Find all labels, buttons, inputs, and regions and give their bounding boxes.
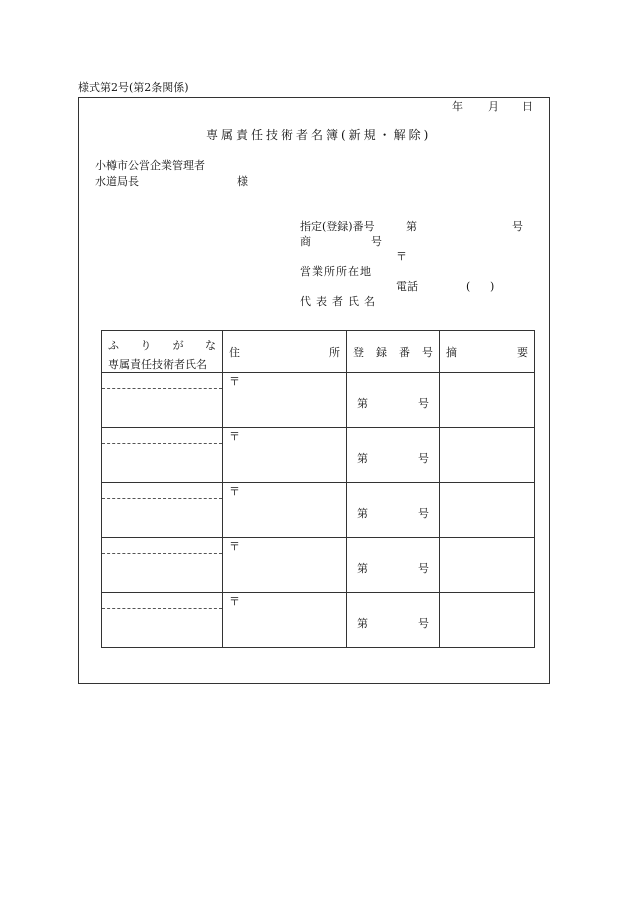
representative-name-label: 代表者氏名 (300, 295, 380, 308)
header-name: 専属責任技術者氏名 (108, 358, 207, 371)
addressee-honorific: 様 (237, 175, 248, 188)
table-row (102, 593, 535, 648)
remarks-cell (440, 428, 535, 483)
table-row (102, 373, 535, 428)
date-month: 月 (488, 100, 499, 113)
trade-name-label (300, 236, 382, 247)
reg-no-dai: 第 (357, 397, 368, 410)
remarks-cell (440, 593, 535, 648)
remarks-cell (440, 483, 535, 538)
reg-no-cell (347, 428, 440, 483)
form-label: 様式第2号(第2条関係) (78, 81, 189, 94)
header-remarks-char: 摘 (446, 346, 457, 359)
reg-no-dai: 第 (357, 507, 368, 520)
header-furigana-char: な (204, 339, 216, 352)
reg-no-cell (347, 538, 440, 593)
furigana-divider (102, 553, 222, 554)
address-cell (223, 538, 347, 593)
remarks-cell (440, 373, 535, 428)
header-reg-no-char: 録 (376, 346, 387, 359)
header-remarks-char: 要 (517, 346, 528, 359)
phone-paren-open: ( (466, 280, 471, 293)
postal-mark: 〒 (229, 430, 240, 443)
address-cell (223, 593, 347, 648)
header-name-cell (102, 331, 223, 373)
office-address-label: 営業所所在地 (300, 265, 372, 278)
postal-mark: 〒 (396, 250, 407, 263)
name-cell (102, 373, 223, 428)
postal-mark: 〒 (229, 540, 240, 553)
furigana-divider (102, 388, 222, 389)
addressee-line1: 小樽市公営企業管理者 (95, 159, 205, 172)
furigana-divider (102, 498, 222, 499)
header-address-cell (223, 331, 347, 373)
address-cell (223, 428, 347, 483)
table-row (102, 538, 535, 593)
reg-no-cell (347, 483, 440, 538)
address-cell (223, 483, 347, 538)
table-row (102, 428, 535, 483)
header-furigana-char: ふ (108, 339, 119, 352)
reg-no-go: 号 (418, 397, 429, 410)
header-reg-no-char: 番 (399, 346, 410, 359)
table-row (102, 483, 535, 538)
reg-no-dai: 第 (357, 562, 368, 575)
reg-no-go: 号 (418, 507, 429, 520)
header-reg-no-cell (347, 331, 440, 373)
address-cell (223, 373, 347, 428)
table-header-row (102, 331, 535, 373)
header-address-char: 住 (229, 346, 240, 359)
date-year: 年 (452, 100, 463, 113)
reg-no-go: 号 (418, 452, 429, 465)
header-furigana-char: が (172, 339, 184, 352)
reg-no-cell (347, 593, 440, 648)
header-furigana-char: り (140, 339, 152, 352)
header-reg-no-char: 号 (422, 346, 433, 359)
name-cell (102, 593, 223, 648)
designation-number-label: 指定(登録)番号 (300, 220, 375, 233)
reg-no-dai: 第 (357, 452, 368, 465)
postal-mark: 〒 (229, 375, 240, 388)
name-cell (102, 538, 223, 593)
reg-no-go: 号 (418, 562, 429, 575)
furigana-divider (102, 443, 222, 444)
reg-no-cell (347, 373, 440, 428)
furigana-divider (102, 608, 222, 609)
designation-number-go: 号 (512, 220, 523, 233)
reg-no-dai: 第 (357, 617, 368, 630)
document-title: 専属責任技術者名簿(新規・解除) (206, 128, 432, 142)
remarks-cell (440, 538, 535, 593)
name-cell (102, 428, 223, 483)
date-day: 日 (522, 100, 533, 113)
trade-name-char: 商 (300, 235, 311, 248)
header-reg-no-char: 登 (353, 346, 364, 359)
technician-roster-table (101, 330, 535, 648)
header-remarks-cell (440, 331, 535, 373)
postal-mark: 〒 (229, 485, 240, 498)
reg-no-go: 号 (418, 617, 429, 630)
phone-label: 電話 (396, 280, 418, 293)
phone-paren-close: ) (490, 280, 495, 293)
addressee-line2: 水道局長 (95, 175, 139, 188)
designation-number-dai: 第 (406, 220, 417, 233)
name-cell (102, 483, 223, 538)
postal-mark: 〒 (229, 595, 240, 608)
trade-name-char: 号 (371, 235, 382, 248)
header-address-char: 所 (329, 346, 340, 359)
